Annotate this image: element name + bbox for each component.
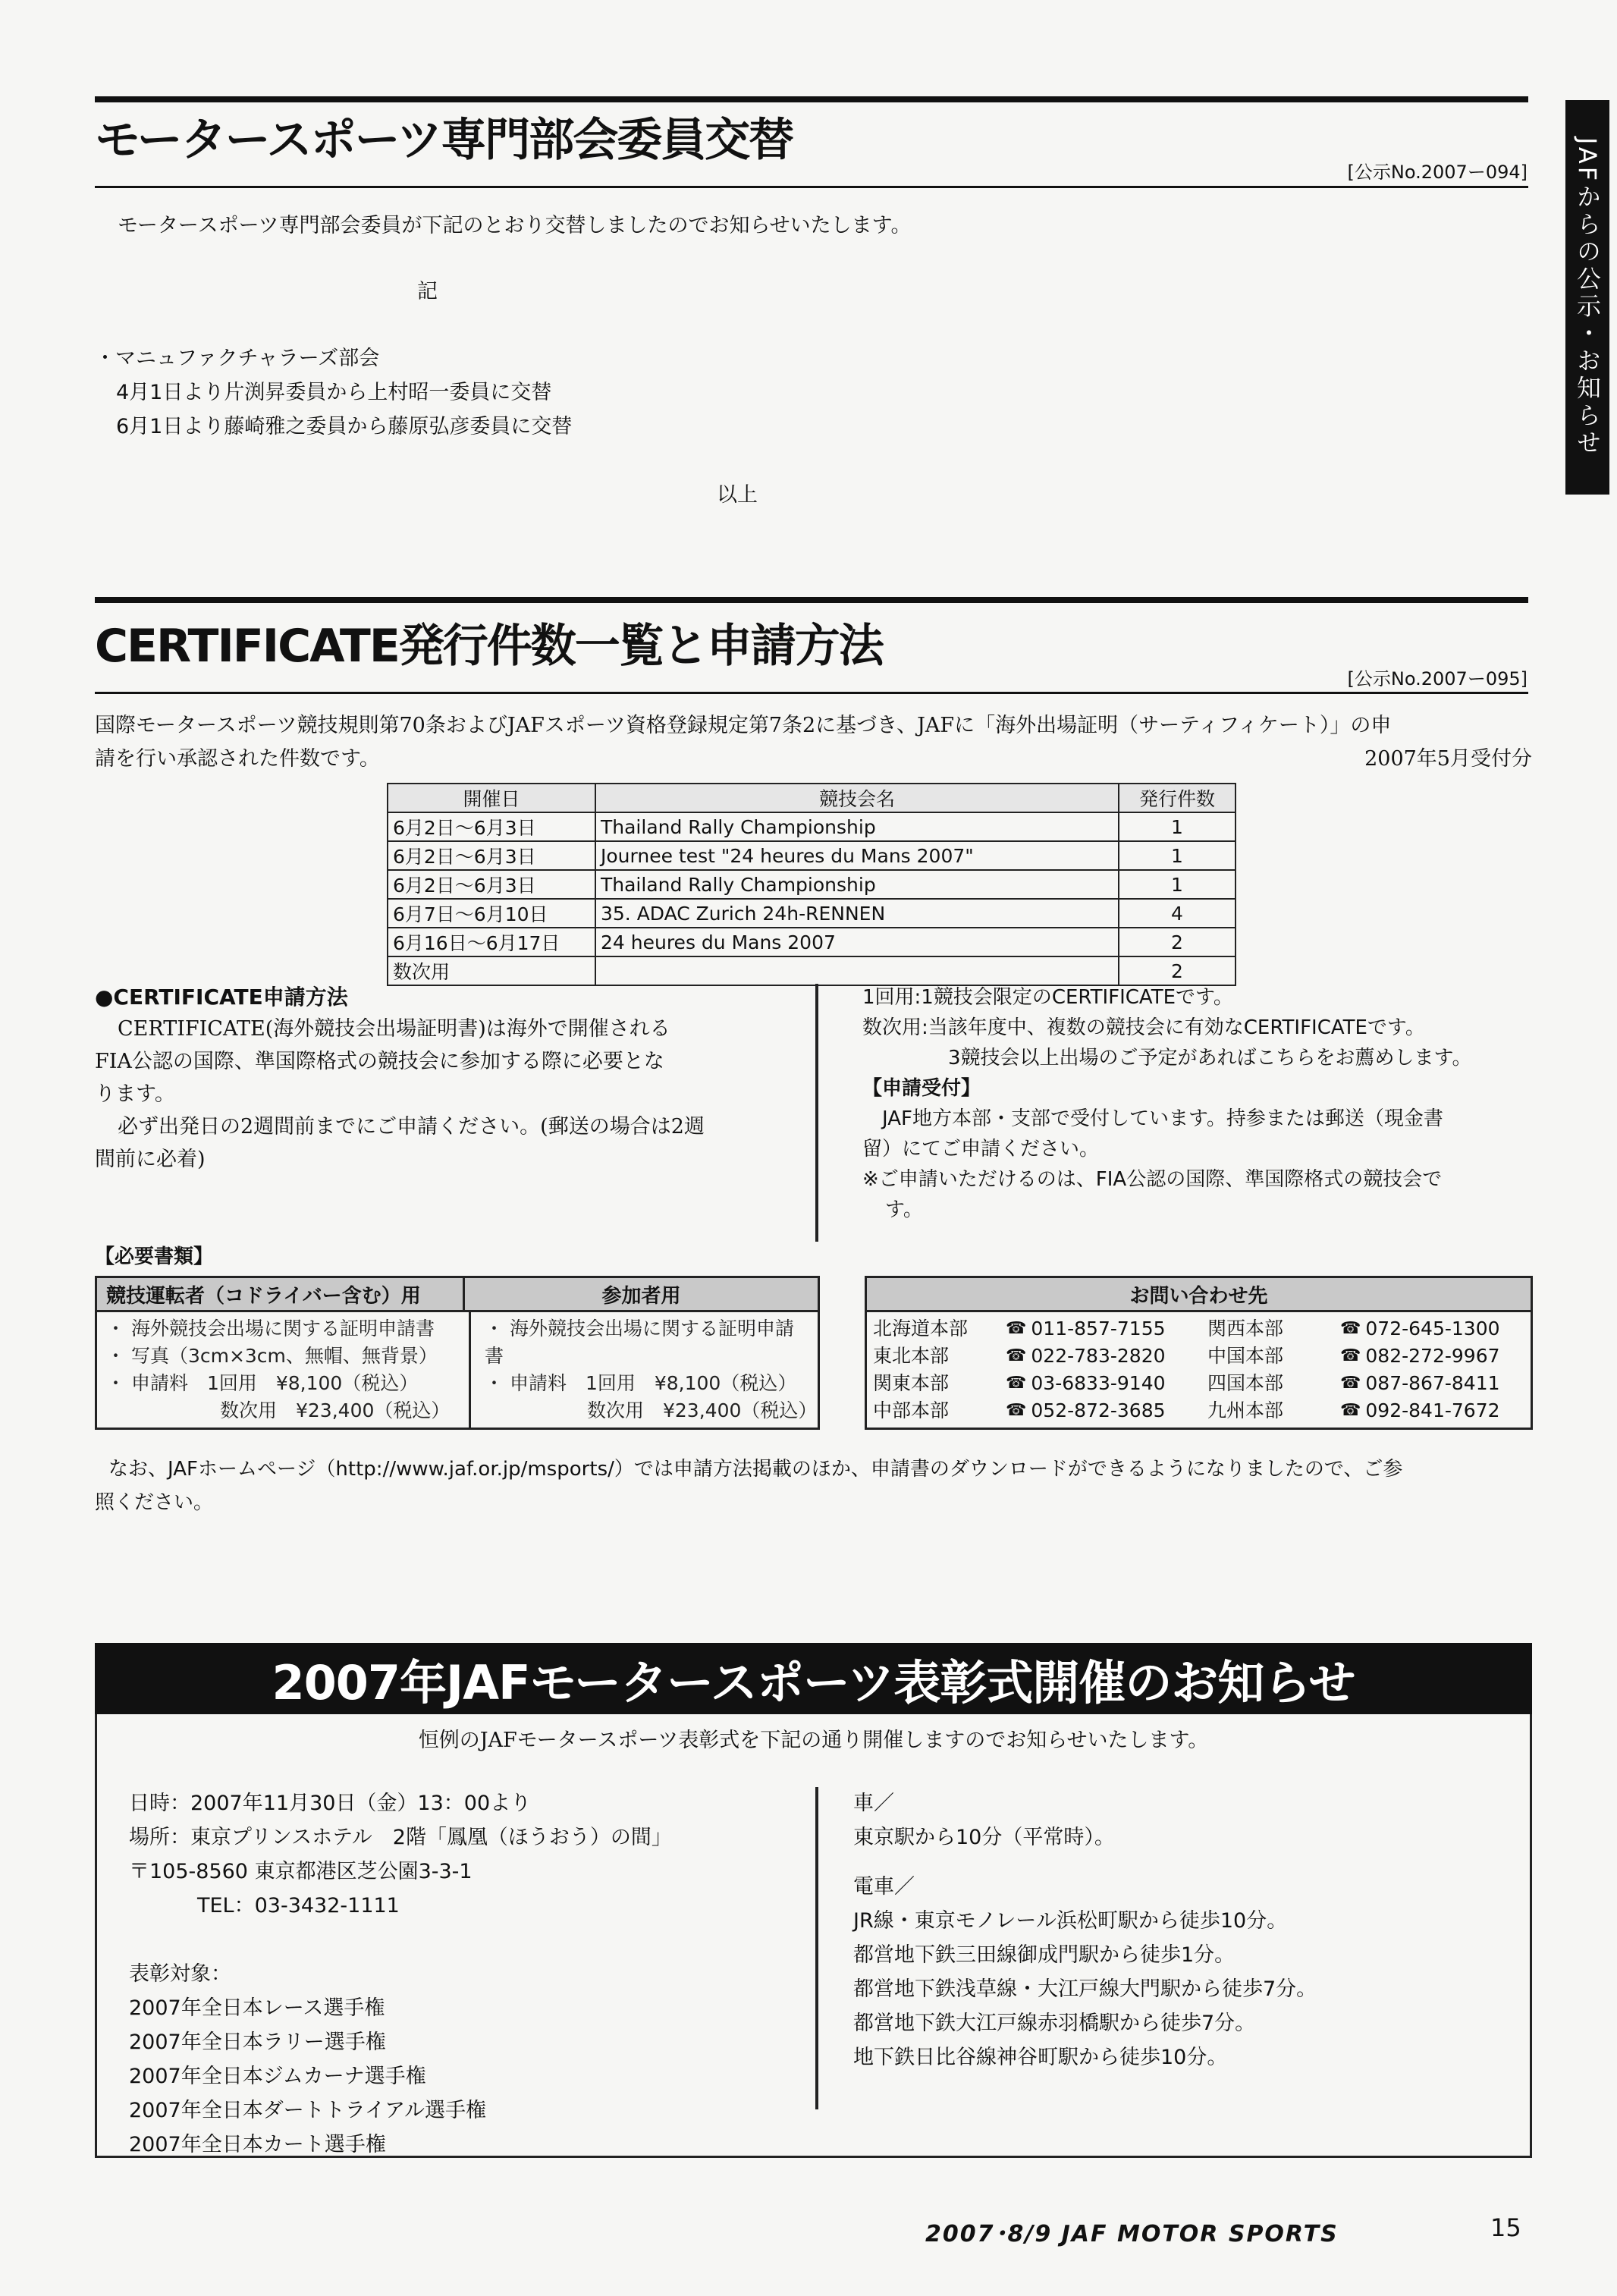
table-row bbox=[388, 899, 1236, 928]
train-line: 都営地下鉄大江戸線赤羽橋駅から徒歩7分。 bbox=[853, 2012, 1256, 2035]
office-name: 中国本部 bbox=[1207, 1345, 1284, 1367]
table-cell: 数次用 bbox=[388, 956, 595, 985]
table-cell: 24 heures du Mans 2007 bbox=[595, 928, 1119, 956]
event-line: 〒105-8560 東京都港区芝公園3-3-1 bbox=[129, 1860, 473, 1883]
train-heading: 電車／ bbox=[853, 1875, 915, 1899]
table-cell: 35. ADAC Zurich 24h-RENNEN bbox=[595, 899, 1119, 928]
method-line: CERTIFICATE(海外競技会出場証明書)は海外で開催される bbox=[118, 1017, 670, 1041]
event-line: TEL：03-3432-1111 bbox=[197, 1894, 400, 1918]
apply-line: JAF地方本部・支部で受付しています。持参または郵送（現金書 bbox=[882, 1107, 1443, 1130]
docs-left-line: ・ 海外競技会出場に関する証明申請書 bbox=[106, 1318, 435, 1340]
section1-items bbox=[95, 341, 572, 444]
awards-heading: 表彰対象： bbox=[129, 1962, 231, 1986]
phone-number: 052-872-3685 bbox=[1031, 1399, 1166, 1421]
section2-intro-line1: 国際モータースポーツ競技規則第70条およびJAFスポーツ資格登録規定第7条2に基づき、JAFに「海外出場証明（サーティフィケート）」の申 bbox=[95, 714, 1392, 737]
table-row bbox=[388, 928, 1236, 956]
method-heading: ●CERTIFICATE申請方法 bbox=[95, 985, 348, 1010]
table-cell: 6月16日～6月17日 bbox=[388, 928, 595, 956]
right-line: 3競技会以上出場のご予定があればこちらをお薦めします。 bbox=[948, 1047, 1472, 1069]
required-docs-table bbox=[95, 1276, 820, 1430]
section1-item: 4月1日より片渕昇委員から上村昭一委員に交替 bbox=[116, 381, 552, 404]
award-item: 2007年全日本カート選手権 bbox=[129, 2133, 386, 2156]
phone-icon: ☎ bbox=[1006, 1374, 1027, 1393]
table-cell: Thailand Rally Championship bbox=[595, 870, 1119, 899]
event-details bbox=[129, 1786, 812, 2162]
section2-top-rule bbox=[95, 597, 1528, 603]
phone-number: 022-783-2820 bbox=[1031, 1345, 1166, 1367]
table-row bbox=[388, 870, 1236, 899]
phone-icon: ☎ bbox=[1340, 1346, 1361, 1365]
certificate-table bbox=[387, 783, 1236, 986]
section2-title: CERTIFICATE発行件数一覧と申請方法 bbox=[95, 620, 883, 673]
contact-heading: お問い合わせ先 bbox=[867, 1278, 1531, 1312]
table-cell: 4 bbox=[1119, 899, 1236, 928]
homepage-line: なお、JAFホームページ（http://www.jaf.or.jp/msports/）では申請方法掲載のほか、申請書のダウンロードができるようになりましたので、ご参 bbox=[108, 1458, 1403, 1481]
column-divider bbox=[815, 984, 818, 1242]
homepage-line: 照ください。 bbox=[95, 1491, 214, 1514]
table-cell: Journee test "24 heures du Mans 2007" bbox=[595, 841, 1119, 870]
train-line: 都営地下鉄浅草線・大江戸線大門駅から徒歩7分。 bbox=[853, 1977, 1317, 2001]
office-name: 北海道本部 bbox=[873, 1318, 969, 1340]
phone-icon: ☎ bbox=[1006, 1346, 1027, 1365]
docs-right-line: ・ 申請料 1回用 ¥8,100（税込） bbox=[485, 1372, 797, 1394]
docs-head-right: 参加者用 bbox=[601, 1284, 681, 1308]
column-divider bbox=[815, 1787, 818, 2109]
phone-icon: ☎ bbox=[1340, 1319, 1361, 1338]
contact-row bbox=[1207, 1343, 1531, 1370]
apply-line: 留）にてご申請ください。 bbox=[862, 1138, 1100, 1161]
phone-icon: ☎ bbox=[1340, 1401, 1361, 1420]
table-cell: 2 bbox=[1119, 956, 1236, 985]
right-line: 数次用:当該年度中、複数の競技会に有効なCERTIFICATEです。 bbox=[862, 1016, 1425, 1039]
section1-item: ・マニュファクチャラーズ部会 bbox=[95, 347, 380, 370]
award-item: 2007年全日本レース選手権 bbox=[129, 1996, 385, 2020]
table-cell: 6月2日～6月3日 bbox=[388, 870, 595, 899]
table-header: 開催日 bbox=[388, 784, 595, 812]
section1-notice-number: [公示No.2007ー094] bbox=[1347, 162, 1528, 183]
table-cell: Thailand Rally Championship bbox=[595, 812, 1119, 841]
office-name: 関東本部 bbox=[873, 1372, 950, 1394]
train-line: 地下鉄日比谷線神谷町駅から徒歩10分。 bbox=[853, 2046, 1228, 2069]
section1-item: 6月1日より藤崎雅之委員から藤原弘彦委員に交替 bbox=[116, 415, 573, 438]
office-name: 中部本部 bbox=[873, 1399, 950, 1421]
table-header: 発行件数 bbox=[1119, 784, 1236, 812]
event-line: 日時：2007年11月30日（金）13：00より bbox=[129, 1792, 532, 1815]
docs-right-line: 数次用 ¥23,400（税込） bbox=[587, 1399, 818, 1421]
section1-ki: 記 bbox=[417, 280, 438, 303]
contact-row bbox=[873, 1315, 1204, 1343]
method-line: 間前に必着) bbox=[95, 1148, 206, 1171]
phone-number: 072-645-1300 bbox=[1365, 1318, 1500, 1340]
docs-head-left: 競技運転者（コドライバー含む）用 bbox=[97, 1278, 465, 1310]
car-text: 東京駅から10分（平常時）。 bbox=[853, 1826, 1115, 1849]
awards-intro: 恒例のJAFモータースポーツ表彰式を下記の通り開催しますのでお知らせいたします。 bbox=[418, 1729, 1209, 1752]
contact-row bbox=[873, 1343, 1204, 1370]
apply-heading: 【申請受付】 bbox=[862, 1077, 981, 1100]
table-cell: 1 bbox=[1119, 870, 1236, 899]
table-cell: 6月7日～6月10日 bbox=[388, 899, 595, 928]
apply-line: す。 bbox=[885, 1198, 923, 1221]
table-cell: 1 bbox=[1119, 841, 1236, 870]
office-name: 四国本部 bbox=[1207, 1372, 1284, 1394]
office-name: 東北本部 bbox=[873, 1345, 950, 1367]
docs-heading: 【必要書類】 bbox=[95, 1245, 214, 1268]
side-tab: JAFからの公示・お知らせ bbox=[1565, 100, 1609, 495]
phone-number: 011-857-7155 bbox=[1031, 1318, 1166, 1340]
contact-row bbox=[1207, 1397, 1531, 1424]
table-header-row bbox=[388, 784, 1236, 812]
table-cell: 6月2日～6月3日 bbox=[388, 841, 595, 870]
method-line: ります。 bbox=[95, 1082, 175, 1106]
contact-table bbox=[865, 1276, 1533, 1430]
section1-ijo: 以上 bbox=[717, 483, 758, 507]
docs-left-line: ・ 申請料 1回用 ¥8,100（税込） bbox=[106, 1372, 419, 1394]
publication-name: 2007･8/9 JAF MOTOR SPORTS bbox=[925, 2221, 1339, 2247]
phone-icon: ☎ bbox=[1006, 1319, 1027, 1338]
award-item: 2007年全日本ラリー選手権 bbox=[129, 2031, 386, 2054]
section2-intro-line2: 請を行い承認された件数です。 bbox=[95, 747, 380, 771]
table-cell bbox=[595, 956, 1119, 985]
phone-number: 092-841-7672 bbox=[1365, 1399, 1500, 1421]
section2-notice-number: [公示No.2007ー095] bbox=[1347, 668, 1528, 689]
page-number: 15 bbox=[1490, 2213, 1521, 2242]
phone-icon: ☎ bbox=[1340, 1374, 1361, 1393]
award-item: 2007年全日本ダートトライアル選手権 bbox=[129, 2099, 487, 2122]
access-info bbox=[853, 1786, 1521, 2075]
table-row bbox=[388, 956, 1236, 985]
contact-row bbox=[1207, 1315, 1531, 1343]
phone-icon: ☎ bbox=[1006, 1401, 1027, 1420]
method-block bbox=[95, 982, 781, 1176]
awards-banner: 2007年JAFモータースポーツ表彰式開催のお知らせ bbox=[95, 1643, 1532, 1714]
right-line: 1回用:1競技会限定のCERTIFICATEです。 bbox=[862, 986, 1233, 1009]
car-heading: 車／ bbox=[853, 1792, 894, 1815]
train-line: JR線・東京モノレール浜松町駅から徒歩10分。 bbox=[853, 1909, 1288, 1933]
table-cell: 2 bbox=[1119, 928, 1236, 956]
certificate-types bbox=[862, 982, 1530, 1225]
section1-bottom-rule bbox=[95, 186, 1528, 188]
method-line: 必ず出発日の2週間前までにご申請ください。(郵送の場合は2週 bbox=[118, 1115, 705, 1139]
train-line: 都営地下鉄三田線御成門駅から徒歩1分。 bbox=[853, 1943, 1236, 1967]
table-row bbox=[388, 841, 1236, 870]
contact-row bbox=[873, 1397, 1204, 1424]
section2-intro bbox=[95, 709, 1532, 776]
contact-row bbox=[873, 1370, 1204, 1397]
apply-line: ※ご申請いただけるのは、FIA公認の国際、準国際格式の競技会で bbox=[862, 1168, 1443, 1191]
office-name: 関西本部 bbox=[1207, 1318, 1284, 1340]
docs-right-line: ・ 海外競技会出場に関する証明申請書 bbox=[485, 1318, 794, 1367]
docs-left-line: ・ 写真（3cm×3cm、無帽、無背景） bbox=[106, 1345, 438, 1367]
section1-title: モータースポーツ専門部会委員交替 bbox=[95, 114, 793, 167]
phone-number: 087-867-8411 bbox=[1365, 1372, 1500, 1394]
phone-number: 082-272-9967 bbox=[1365, 1345, 1500, 1367]
table-header: 競技会名 bbox=[595, 784, 1119, 812]
phone-number: 03-6833-9140 bbox=[1031, 1372, 1166, 1394]
award-item: 2007年全日本ジムカーナ選手権 bbox=[129, 2065, 426, 2088]
contact-row bbox=[1207, 1370, 1531, 1397]
table-cell: 1 bbox=[1119, 812, 1236, 841]
table-row bbox=[388, 812, 1236, 841]
office-name: 九州本部 bbox=[1207, 1399, 1284, 1421]
event-line: 場所：東京プリンスホテル 2階「鳳凰（ほうおう）の間」 bbox=[129, 1826, 672, 1849]
table-cell: 6月2日～6月3日 bbox=[388, 812, 595, 841]
homepage-note bbox=[95, 1453, 1532, 1519]
docs-left-line: 数次用 ¥23,400（税込） bbox=[220, 1399, 451, 1421]
section1-top-rule bbox=[95, 96, 1528, 102]
method-line: FIA公認の国際、準国際格式の競技会に参加する際に必要とな bbox=[95, 1050, 664, 1073]
section1-intro: モータースポーツ専門部会委員が下記のとおり交替しましたのでお知らせいたします。 bbox=[118, 214, 912, 237]
section2-bottom-rule bbox=[95, 692, 1528, 694]
section2-date-note: 2007年5月受付分 bbox=[1364, 747, 1532, 771]
